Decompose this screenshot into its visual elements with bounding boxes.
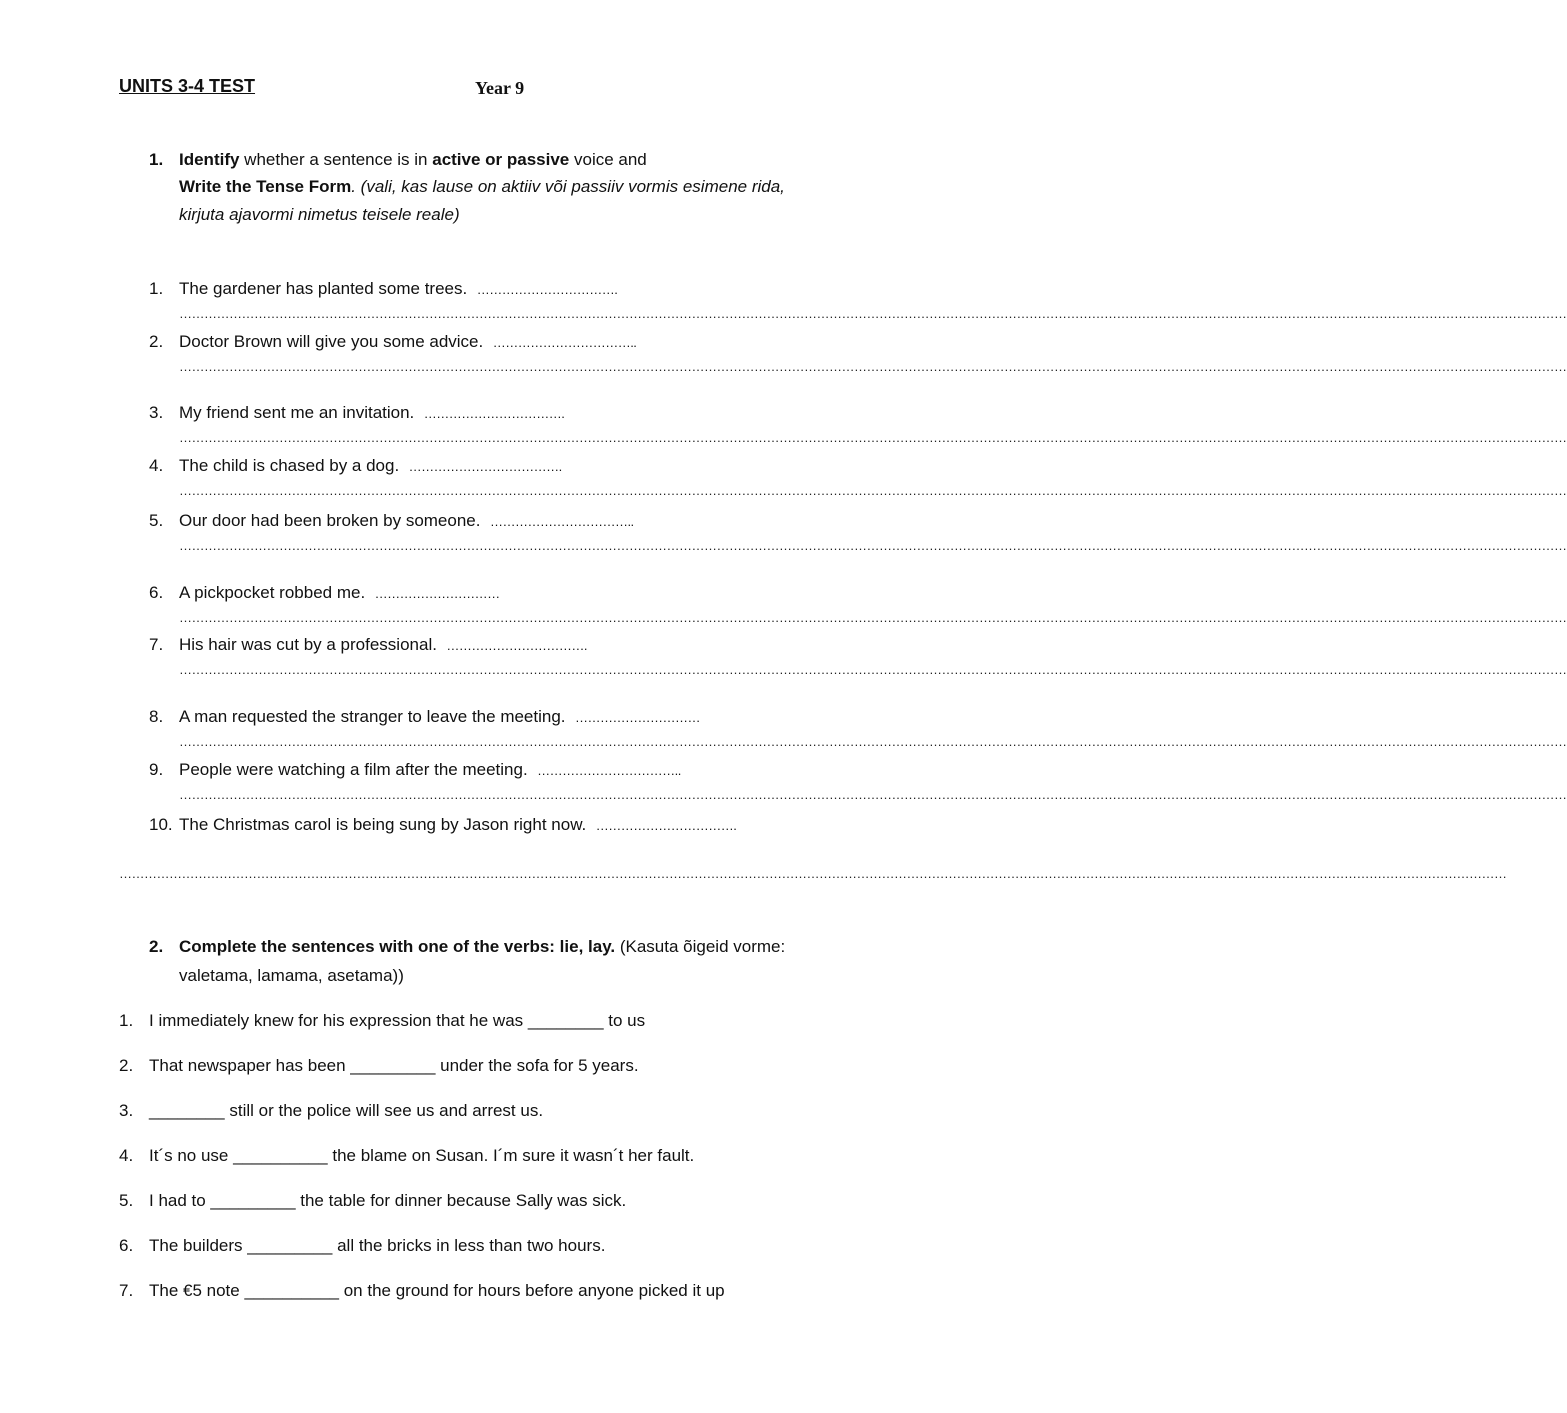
item-number: 6.: [119, 1236, 134, 1255]
item-sentence: The Christmas carol is being sung by Jason right now.: [179, 815, 587, 834]
item-sentence[interactable]: The €5 note __________ on the ground for hours before anyone picked it up: [149, 1281, 725, 1300]
item-sentence[interactable]: It´s no use __________ the blame on Susan. I´m sure it wasn´t her fault.: [149, 1146, 695, 1165]
voice-answer-blank[interactable]: …………………………….: [595, 818, 737, 833]
exercise-item: [149, 760, 681, 780]
voice-answer-blank[interactable]: ……………………………..: [537, 763, 681, 778]
fill-in-item: [119, 1011, 645, 1031]
item-sentence: Our door had been broken by someone.: [179, 511, 481, 530]
item-sentence[interactable]: The builders _________ all the bricks in less than two hours.: [149, 1236, 606, 1255]
tense-answer-line[interactable]: ………………………………………………………………………………………………………………………………………………………………………………………………………………………………………………………………………………………………………: [179, 359, 1567, 374]
item-number: 3.: [119, 1101, 134, 1120]
item-sentence: His hair was cut by a professional.: [179, 635, 437, 654]
tense-answer-line[interactable]: ………………………………………………………………………………………………………………………………………………………………………………………………………………………………………………………………………………………………………: [179, 610, 1567, 625]
tense-answer-line[interactable]: ………………………………………………………………………………………………………………………………………………………………………………………………………………………………………………………………………………………………………: [179, 787, 1567, 802]
item-sentence[interactable]: I immediately knew for his expression that he was ________ to us: [149, 1011, 646, 1030]
item-number: 8.: [149, 707, 164, 726]
exercise-item: [149, 456, 562, 476]
tense-answer-line[interactable]: ………………………………………………………………………………………………………………………………………………………………………………………………………………………………………………………………………………………………………: [179, 662, 1567, 677]
item-sentence[interactable]: That newspaper has been _________ under the sofa for 5 years.: [149, 1056, 639, 1075]
exercise-item: [149, 707, 700, 727]
item-number: 9.: [149, 760, 164, 779]
item-number: 10.: [149, 815, 173, 834]
item-number: 4.: [149, 456, 164, 475]
item-sentence[interactable]: ________ still or the police will see us and arrest us.: [149, 1101, 544, 1120]
fill-in-item: [119, 1056, 639, 1076]
fill-in-item: [119, 1191, 626, 1211]
answer-line: ………………………………………………………………………………………………………………………………………………………………………………………………………………………………………………………………………………………………………: [119, 866, 1507, 881]
fill-in-item: [119, 1281, 725, 1301]
voice-answer-blank[interactable]: ……………………………..: [489, 514, 634, 529]
tense-answer-line[interactable]: ………………………………………………………………………………………………………………………………………………………………………………………………………………………………………………………………………………………………………: [179, 306, 1567, 321]
year-label: Year 9: [475, 78, 525, 98]
item-number: 7.: [119, 1281, 134, 1300]
section2-number: 2.: [149, 937, 164, 956]
section2-instruction-line1: Complete the sentences with one of the verbs: lie, lay. (Kasuta õigeid vorme:: [179, 937, 786, 956]
fill-in-item: [119, 1236, 605, 1256]
item-number: 1.: [149, 279, 164, 298]
item-sentence[interactable]: I had to _________ the table for dinner because Sally was sick.: [149, 1191, 627, 1210]
item-sentence: The child is chased by a dog.: [179, 456, 400, 475]
section2-instruction-line2: valetama, lamama, asetama)): [179, 966, 404, 985]
item-sentence: A pickpocket robbed me.: [179, 583, 366, 602]
voice-answer-blank[interactable]: ……………………………….: [408, 459, 562, 474]
exercise-item: [149, 403, 564, 423]
item-sentence: My friend sent me an invitation.: [179, 403, 415, 422]
item-number: 2.: [149, 332, 164, 351]
voice-answer-blank[interactable]: …………………………….: [476, 282, 618, 297]
item-number: 5.: [119, 1191, 134, 1210]
tense-answer-line[interactable]: ………………………………………………………………………………………………………………………………………………………………………………………………………………………………………………………………………………………………………: [179, 734, 1567, 749]
item-sentence: The gardener has planted some trees.: [179, 279, 468, 298]
item-number: 5.: [149, 511, 164, 530]
tense-answer-line[interactable]: ………………………………………………………………………………………………………………………………………………………………………………………………………………………………………………………………………………………………………: [179, 538, 1567, 553]
voice-answer-blank[interactable]: …………………………….: [423, 406, 565, 421]
item-number: 4.: [119, 1146, 134, 1165]
exercise-item: [149, 332, 636, 352]
exercise-item: [149, 511, 634, 531]
section1-instruction-line1: Identify whether a sentence is in active or passive voice and: [179, 150, 647, 169]
voice-answer-blank[interactable]: ……………………………..: [492, 335, 637, 350]
fill-in-item: [119, 1146, 694, 1166]
item-number: 2.: [119, 1056, 134, 1075]
voice-answer-blank[interactable]: …………………………….: [446, 638, 588, 653]
item-sentence: Doctor Brown will give you some advice.: [179, 332, 484, 351]
item-number: 1.: [119, 1011, 134, 1030]
exercise-item: [149, 635, 587, 655]
item-number: 6.: [149, 583, 164, 602]
exercise-item: [149, 279, 617, 299]
exercise-item: [149, 583, 500, 603]
voice-answer-blank[interactable]: …………………………: [374, 586, 500, 601]
section1-instruction-line2: Write the Tense Form. (vali, kas lause on aktiiv või passiiv vormis esimene rida,: [179, 177, 785, 196]
section1-instruction-line3: kirjuta ajavormi nimetus teisele reale): [179, 205, 460, 224]
fill-in-item: [119, 1101, 543, 1121]
item-sentence: A man requested the stranger to leave the meeting.: [179, 707, 566, 726]
exercise-item: [149, 815, 736, 835]
page-title: UNITS 3-4 TEST: [119, 76, 256, 96]
voice-answer-blank[interactable]: …………………………: [574, 710, 700, 725]
tense-answer-line[interactable]: ………………………………………………………………………………………………………………………………………………………………………………………………………………………………………………………………………………………………………: [179, 430, 1567, 445]
section1-number: 1.: [149, 150, 164, 169]
item-number: 3.: [149, 403, 164, 422]
tense-answer-line[interactable]: ………………………………………………………………………………………………………………………………………………………………………………………………………………………………………………………………………………………………………: [179, 483, 1567, 498]
item-sentence: People were watching a film after the meeting.: [179, 760, 528, 779]
item-number: 7.: [149, 635, 164, 654]
